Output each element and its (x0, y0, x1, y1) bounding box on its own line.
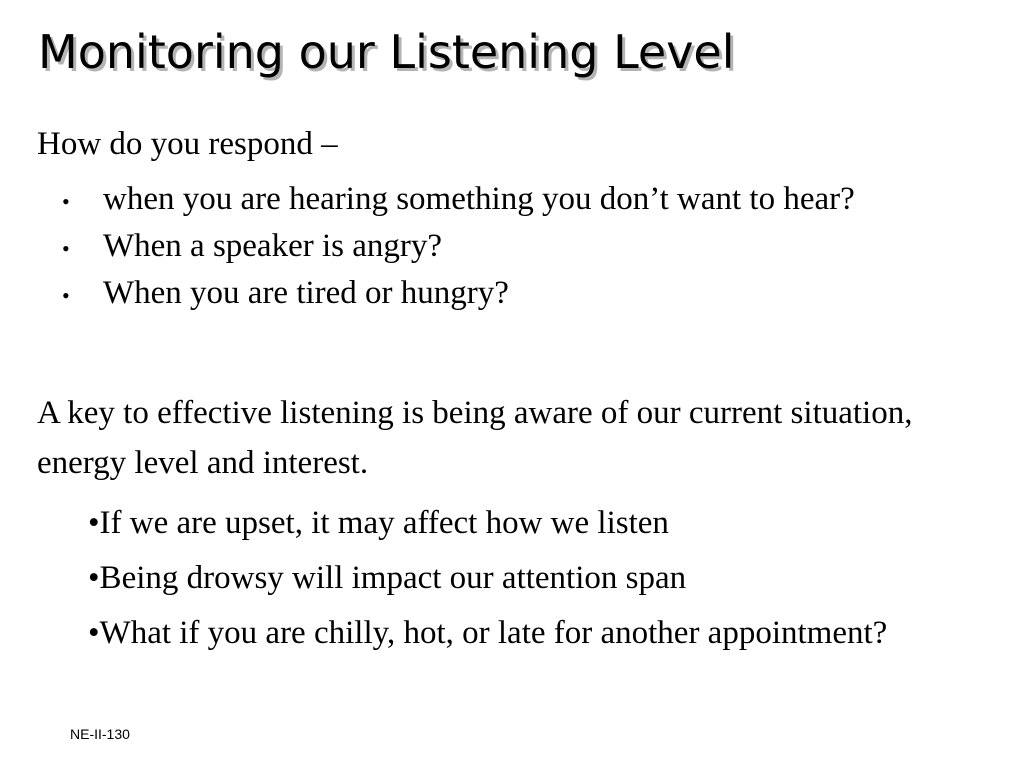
response-bullet-list (0, 180, 1024, 321)
awareness-bullet-list (88, 505, 988, 673)
sub-bullet-item: •What if you are chilly, hot, or late for another appointment? (88, 615, 888, 651)
intro-question: How do you respond – (37, 126, 338, 162)
key-paragraph: A key to effective listening is being aware of our current situation, energy level and interest. (37, 395, 913, 481)
bullet-marker: • (62, 283, 70, 308)
bullet-item (0, 274, 943, 312)
sub-bullet-item: •Being drowsy will impact our attention span (88, 560, 687, 596)
slide-footer-code: NE-II-130 (70, 726, 130, 742)
sub-bullet-item: •If we are upset, it may affect how we listen (88, 505, 669, 541)
bullet-item (0, 227, 943, 265)
bullet-text: when you are hearing something you don’t want to hear? (103, 181, 855, 217)
bullet-item (0, 180, 943, 218)
slide-title: Monitoring our Listening Level (38, 25, 735, 79)
bullet-marker: • (62, 189, 70, 214)
bullet-text: When a speaker is angry? (103, 228, 443, 264)
bullet-marker: • (62, 236, 70, 261)
bullet-text: When you are tired or hungry? (103, 275, 509, 311)
